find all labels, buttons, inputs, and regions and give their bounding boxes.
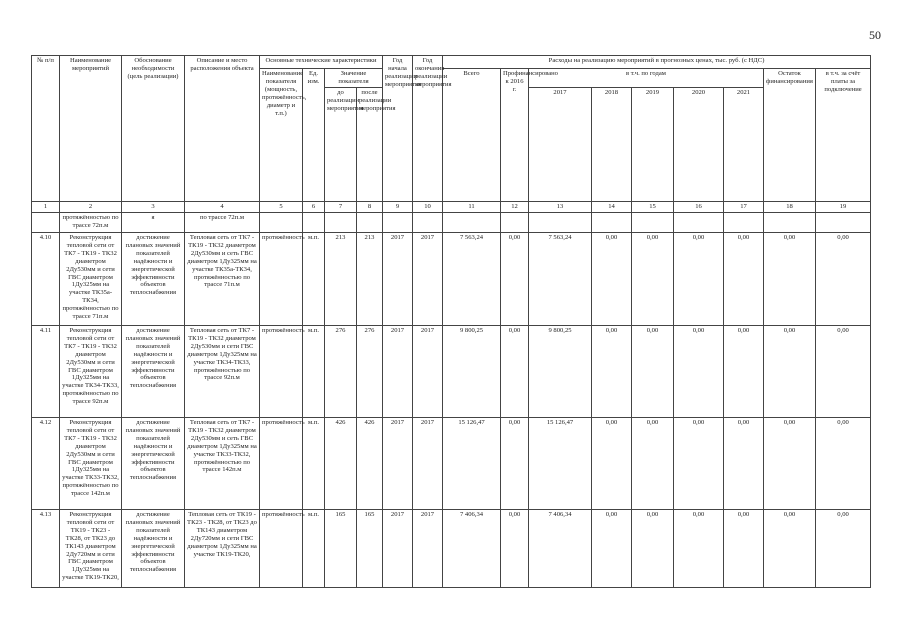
hdr-name: Наименование мероприятий <box>60 56 122 202</box>
row-before: 276 <box>325 326 357 418</box>
continuation-name: протяжённостью по трассе 72п.м <box>60 213 122 233</box>
colnum-10: 10 <box>413 202 443 213</box>
row-year-start: 2017 <box>383 326 413 418</box>
hdr-location: Описание и место расположения объекта <box>185 56 260 202</box>
row-2017: 9 800,25 <box>529 326 592 418</box>
row-total: 7 563,24 <box>443 233 501 326</box>
row-fee: 0,00 <box>816 510 871 588</box>
row-year-end: 2017 <box>413 418 443 510</box>
row-year-start: 2017 <box>383 233 413 326</box>
row-unit: м.п. <box>303 326 325 418</box>
colnum-9: 9 <box>383 202 413 213</box>
row-location: Тепловая сеть от ТК19 - ТК23 - ТК28, от ТК23 до ТК143 диаметром 2Ду720мм и сети ГВС диаметром 1Ду325мм на участке ТК19-ТК20, <box>185 510 260 588</box>
row-financed: 0,00 <box>501 326 529 418</box>
row-location: Тепловая сеть от ТК7 - ТК19 - ТК32 диаметром 2Ду530мм и сети ГВС диаметром 1Ду325мм на участке ТК34-ТК33, протяжённостью по трассе 92п.м <box>185 326 260 418</box>
row-name: Реконструкция тепловой сети от ТК7 - ТК19 - ТК32 диаметром 2Ду530мм и сети ГВС диаметром 1Ду325мм на участке ТК33-ТК32, протяжённостью по трассе 142п.м <box>60 418 122 510</box>
row-num: 4.12 <box>32 418 60 510</box>
row-after: 426 <box>357 418 383 510</box>
row-2017: 7 563,24 <box>529 233 592 326</box>
row-location: Тепловая сеть от ТК7 - ТК19 - ТК32 диаметром 2Ду530мм и сеть ГВС диаметром 1Ду325мм на участке ТК33-ТК32, протяжённостью по трассе 142п.м <box>185 418 260 510</box>
row-financed: 0,00 <box>501 233 529 326</box>
row-justification: достижение плановых значений показателей надёжности и энергетической эффективности объектов теплоснабжения <box>122 233 185 326</box>
colnum-12: 12 <box>501 202 529 213</box>
hdr-remaining: Остаток финансирования <box>764 69 816 202</box>
page-number: 50 <box>869 28 881 42</box>
hdr-value-after: после реализации мероприятия <box>357 87 383 201</box>
hdr-year-2020: 2020 <box>674 87 724 201</box>
hdr-connection-fee: в т.ч. за счёт платы за подключение <box>816 69 871 202</box>
hdr-year-2019: 2019 <box>632 87 674 201</box>
row-indicator: протяжённость <box>260 233 303 326</box>
hdr-financed: Профинансировано к 2016 г. <box>501 69 529 202</box>
colnum-16: 16 <box>674 202 724 213</box>
investment-table <box>31 55 871 588</box>
row-justification: достижение плановых значений показателей надёжности и энергетической эффективности объектов теплоснабжения <box>122 418 185 510</box>
row-2020: 0,00 <box>674 510 724 588</box>
table-row <box>32 233 871 326</box>
table-row <box>32 418 871 510</box>
hdr-unit: Ед. изм. <box>303 69 325 202</box>
row-2021: 0,00 <box>724 510 764 588</box>
colnum-3: 3 <box>122 202 185 213</box>
row-2017: 7 406,34 <box>529 510 592 588</box>
hdr-year-2018: 2018 <box>592 87 632 201</box>
continuation-justification: я <box>122 213 185 233</box>
hdr-year-end: Год окончания реализации мероприятия <box>413 56 443 202</box>
row-2021: 0,00 <box>724 418 764 510</box>
row-2020: 0,00 <box>674 233 724 326</box>
row-2018: 0,00 <box>592 418 632 510</box>
hdr-year-2021: 2021 <box>724 87 764 201</box>
row-financed: 0,00 <box>501 418 529 510</box>
row-name: Реконструкция тепловой сети от ТК7 - ТК19 - ТК32 диаметром 2Ду530мм и сети ГВС диаметром 1Ду325мм на участке ТК35а-ТК34, протяжённостью по трассе 71п.м <box>60 233 122 326</box>
row-justification: достижение плановых значений показателей надёжности и энергетической эффективности объектов теплоснабжения <box>122 326 185 418</box>
row-indicator: протяжённость <box>260 510 303 588</box>
row-remaining: 0,00 <box>764 510 816 588</box>
hdr-justification: Обоснование необходимости (цель реализации) <box>122 56 185 202</box>
row-2019: 0,00 <box>632 233 674 326</box>
continuation-row <box>32 213 871 233</box>
row-2020: 0,00 <box>674 326 724 418</box>
row-name: Реконструкция тепловой сети от ТК7 - ТК19 - ТК32 диаметром 2Ду530мм и сети ГВС диаметром 1Ду325мм на участке ТК34-ТК33, протяжённостью по трассе 92п.м <box>60 326 122 418</box>
colnum-13: 13 <box>529 202 592 213</box>
row-num: 4.10 <box>32 233 60 326</box>
row-year-start: 2017 <box>383 510 413 588</box>
row-justification: достижение плановых значений показателей надёжности и энергетической эффективности объектов теплоснабжения <box>122 510 185 588</box>
row-year-end: 2017 <box>413 510 443 588</box>
colnum-1: 1 <box>32 202 60 213</box>
hdr-total: Всего <box>443 69 501 202</box>
row-year-end: 2017 <box>413 326 443 418</box>
row-after: 165 <box>357 510 383 588</box>
row-before: 165 <box>325 510 357 588</box>
row-unit: м.п. <box>303 418 325 510</box>
row-after: 276 <box>357 326 383 418</box>
row-total: 15 126,47 <box>443 418 501 510</box>
row-2020: 0,00 <box>674 418 724 510</box>
row-location: Тепловая сеть от ТК7 - ТК19 - ТК32 диаметром 2Ду530мм и сеть ГВС диаметром 1Ду325мм на участке ТК35а-ТК34, протяжённостью по трассе 71п.м <box>185 233 260 326</box>
hdr-year-start: Год начала реализации мероприятия <box>383 56 413 202</box>
row-2017: 15 126,47 <box>529 418 592 510</box>
colnum-6: 6 <box>303 202 325 213</box>
row-fee: 0,00 <box>816 233 871 326</box>
hdr-num: № п/п <box>32 56 60 202</box>
row-fee: 0,00 <box>816 326 871 418</box>
row-num: 4.13 <box>32 510 60 588</box>
colnum-4: 4 <box>185 202 260 213</box>
colnum-18: 18 <box>764 202 816 213</box>
colnum-8: 8 <box>357 202 383 213</box>
row-2019: 0,00 <box>632 418 674 510</box>
row-num: 4.11 <box>32 326 60 418</box>
row-before: 213 <box>325 233 357 326</box>
row-remaining: 0,00 <box>764 326 816 418</box>
hdr-tech-group: Основные технические характеристики <box>260 56 383 69</box>
colnum-7: 7 <box>325 202 357 213</box>
hdr-indicator: Наименование показателя (мощность, протяжённость, диаметр и т.п.) <box>260 69 303 202</box>
column-number-row <box>32 202 871 213</box>
header-row-1 <box>32 56 871 69</box>
row-indicator: протяжённость <box>260 326 303 418</box>
hdr-by-year-group: в т.ч. по годам <box>529 69 764 88</box>
row-after: 213 <box>357 233 383 326</box>
row-2021: 0,00 <box>724 326 764 418</box>
row-year-end: 2017 <box>413 233 443 326</box>
row-2018: 0,00 <box>592 326 632 418</box>
hdr-value-group: Значение показателя <box>325 69 383 88</box>
row-year-start: 2017 <box>383 418 413 510</box>
hdr-value-before: до реализации мероприятия <box>325 87 357 201</box>
row-2019: 0,00 <box>632 326 674 418</box>
row-unit: м.п. <box>303 510 325 588</box>
colnum-19: 19 <box>816 202 871 213</box>
row-2021: 0,00 <box>724 233 764 326</box>
row-2019: 0,00 <box>632 510 674 588</box>
row-fee: 0,00 <box>816 418 871 510</box>
row-remaining: 0,00 <box>764 418 816 510</box>
row-total: 9 800,25 <box>443 326 501 418</box>
row-total: 7 406,34 <box>443 510 501 588</box>
hdr-year-2017: 2017 <box>529 87 592 201</box>
colnum-11: 11 <box>443 202 501 213</box>
hdr-costs-group: Расходы на реализацию мероприятий в прогнозных ценах, тыс. руб. (с НДС) <box>443 56 871 69</box>
row-financed: 0,00 <box>501 510 529 588</box>
row-indicator: протяжённость <box>260 418 303 510</box>
colnum-5: 5 <box>260 202 303 213</box>
row-2018: 0,00 <box>592 233 632 326</box>
row-remaining: 0,00 <box>764 233 816 326</box>
colnum-15: 15 <box>632 202 674 213</box>
table-row <box>32 326 871 418</box>
row-unit: м.п. <box>303 233 325 326</box>
row-before: 426 <box>325 418 357 510</box>
row-name: Реконструкция тепловой сети от ТК19 - ТК23 - ТК28, от ТК23 до ТК143 диаметром 2Ду720мм и сети ГВС диаметром 1Ду325мм на участке ТК19-ТК20, <box>60 510 122 588</box>
table-row <box>32 510 871 588</box>
row-2018: 0,00 <box>592 510 632 588</box>
continuation-location: по трассе 72п.м <box>185 213 260 233</box>
colnum-14: 14 <box>592 202 632 213</box>
colnum-17: 17 <box>724 202 764 213</box>
colnum-2: 2 <box>60 202 122 213</box>
